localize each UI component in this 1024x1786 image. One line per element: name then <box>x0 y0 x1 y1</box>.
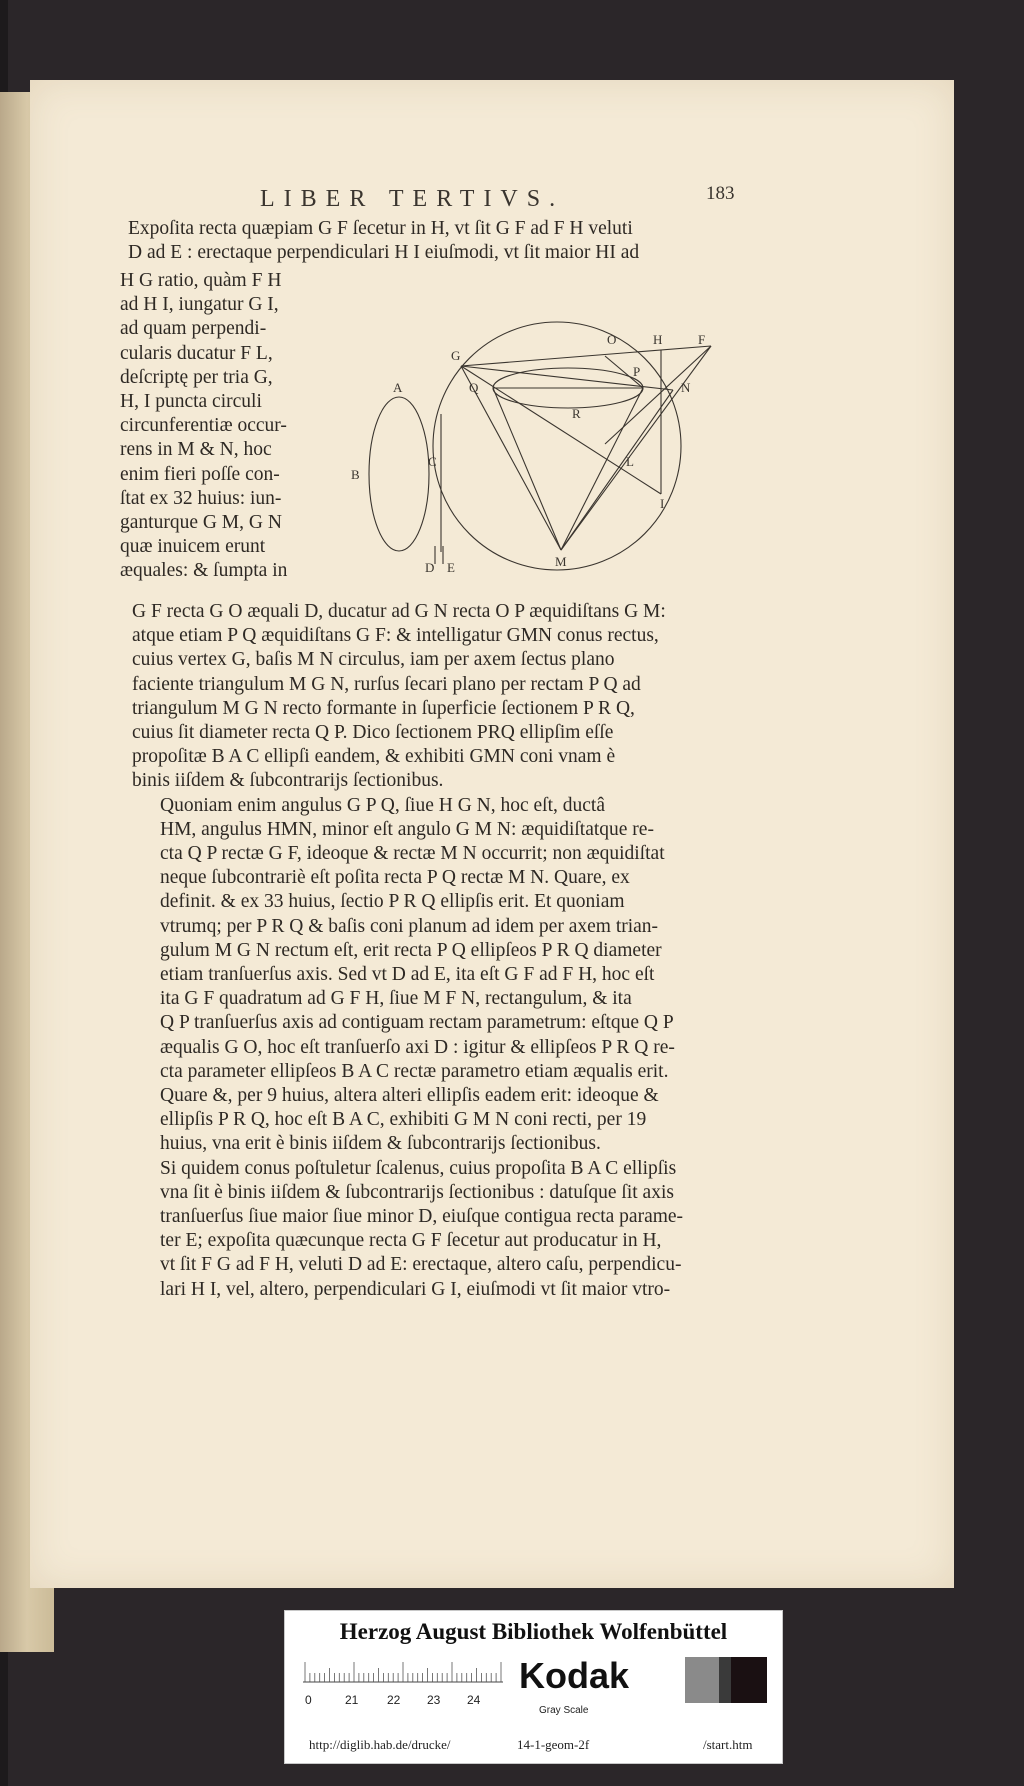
geometry-figure <box>343 294 718 580</box>
url-identifier: 14-1-geom-2f <box>517 1737 590 1752</box>
running-title: LIBER TERTIVS. <box>260 186 565 212</box>
text-line: Quare &, per 9 huius, altera alteri ellipſis eadem erit: ideoque & <box>160 1085 659 1107</box>
text-line: enim fieri poſſe con- <box>120 463 280 485</box>
label-f: F <box>698 332 706 347</box>
text-line: ellipſis P R Q, hoc eſt B A C, exhibiti G M N coni recti, per 19 <box>160 1109 647 1131</box>
text-line: deſcriptę per tria G, <box>120 366 273 388</box>
text-line: huius, vna erit è binis iiſdem & ſubcontrarijs ſectionibus. <box>160 1133 601 1155</box>
label-b: B <box>351 467 360 482</box>
text-line: G F recta G O æquali D, ducatur ad G N recta O P æquidiſtans G M: <box>132 601 666 622</box>
text-line: binis iiſdem & ſubcontrarijs ſectionibus. <box>132 770 444 792</box>
label-i: I <box>660 496 665 511</box>
label-r: R <box>572 406 581 421</box>
text-line: gulum M G N rectum eſt, erit recta P Q ellipſeos P R Q diameter <box>160 939 662 961</box>
text-line: Expoſita recta quæpiam G F ſecetur in H, vt ſit G F ad F H veluti <box>128 218 633 239</box>
text-line: circunferentiæ occur- <box>120 415 287 437</box>
kodak-logo: Kodak <box>519 1655 630 1696</box>
text-line: propoſitæ B A C ellipſi eandem, & exhibiti GMN coni vnam è <box>132 746 616 768</box>
text-line: cuius ſit diameter recta Q P. Dico ſectionem PRQ ellipſim eſſe <box>132 722 614 744</box>
cone-section-diagram <box>343 294 718 580</box>
text-line: Q P tranſuerſus axis ad contiguam rectam parametrum: eſtque Q P <box>160 1012 674 1034</box>
url-base: http://diglib.hab.de/drucke/ <box>309 1737 451 1752</box>
ruler-number: 0 <box>305 1693 312 1707</box>
circle-gmn <box>433 322 681 570</box>
text-line: H G ratio, quàm F H <box>120 270 282 291</box>
text-line: triangulum M G N recto formante in ſuperficie ſectionem P R Q, <box>132 697 635 719</box>
label-p: P <box>633 364 641 379</box>
label-c: C <box>428 454 437 469</box>
text-line: vna ſit è binis iiſdem & ſubcontrarijs ſectionibus : datuſque ſit axis <box>160 1181 674 1203</box>
text-line: cularis ducatur F L, <box>120 342 273 364</box>
text-line: D ad E : erectaque perpendiculari H I eiuſmodi, vt ſit maior HI ad <box>128 242 640 264</box>
ruler-number: 22 <box>387 1693 401 1707</box>
text-line: faciente triangulum M G N, rurſus ſecari plano per rectam P Q ad <box>132 673 641 695</box>
text-line: cta Q P rectæ G F, ideoque & rectæ M N occurrit; non æquidiſtat <box>160 843 665 865</box>
label-e: E <box>447 560 455 575</box>
text-line: æqualis G O, hoc eſt tranſuerſo axi D : igitur & ellipſeos P R Q re- <box>160 1036 675 1058</box>
text-line: HM, angulus HMN, minor eſt angulo G M N: æquidiſtatque re- <box>160 818 654 840</box>
text-line: rens in M & N, hoc <box>120 439 272 461</box>
text-line: ſtat ex 32 huius: iun- <box>120 487 282 509</box>
text-line: æquales: & ſumpta in <box>120 560 288 582</box>
label-q: Q <box>469 380 479 395</box>
ruler-number: 23 <box>427 1693 441 1707</box>
ruler-number: 21 <box>345 1693 359 1707</box>
gray-swatch-mid <box>685 1657 719 1703</box>
gray-swatch-dark <box>719 1657 731 1703</box>
text-line: etiam tranſuerſus axis. Sed vt D ad E, ita eſt G F ad F H, hoc eſt <box>160 964 655 986</box>
text-line: vtrumq; per P R Q & baſis coni planum ad idem per axem trian- <box>160 915 659 937</box>
body-paragraph <box>132 794 744 1157</box>
text-line: ad quam perpendi- <box>120 318 267 340</box>
line-qm <box>493 388 561 550</box>
label-a: A <box>393 380 403 395</box>
text-line: tranſuerſus ſiue maior ſiue minor D, eiuſque contigua recta parame- <box>160 1206 684 1228</box>
text-line: atque etiam P Q æquidiſtans G F: & intelligatur GMN conus rectus, <box>132 625 659 647</box>
label-n: N <box>681 380 691 395</box>
paragraph-main <box>132 600 744 1302</box>
text-line: Quoniam enim angulus G P Q, ſiue H G N, hoc eſt, ductâ <box>160 794 605 816</box>
text-line: H, I puncta circuli <box>120 391 262 413</box>
body-paragraph <box>132 1157 744 1302</box>
ruler-scale <box>303 1661 503 1683</box>
line-gf <box>461 346 711 366</box>
label-h: H <box>653 332 663 347</box>
label-d: D <box>425 560 435 575</box>
label-l: L <box>626 454 634 469</box>
paragraph-top <box>128 217 744 265</box>
ellipse-bac <box>369 397 429 551</box>
text-line: neque ſubcontrariè eſt poſita recta P Q rectæ M N. Quare, ex <box>160 867 630 889</box>
text-line: ter E; expoſita quæcunque recta G F ſecetur aut producatur in H, <box>160 1230 662 1252</box>
text-line: cta parameter ellipſeos B A C rectæ parametro etiam æqualis erit. <box>160 1060 669 1082</box>
gray-swatch-black <box>731 1657 767 1703</box>
ruler-number: 24 <box>467 1693 481 1707</box>
text-line: lari H I, vel, altero, perpendiculari G I, eiuſmodi vt ſit maior vtro- <box>160 1278 671 1300</box>
text-line: Si quidem conus poſtuletur ſcalenus, cuius propoſita B A C ellipſis <box>160 1157 677 1179</box>
line-fl <box>605 346 711 444</box>
text-line: definit. & ex 33 huius, ſectio P R Q ellipſis erit. Et quoniam <box>160 891 625 913</box>
text-line: ad H I, iungatur G I, <box>120 294 279 316</box>
label-g: G <box>451 348 461 363</box>
text-line: ita G F quadratum ad G F H, ſiue M F N, rectangulum, & ita <box>160 988 632 1010</box>
gray-scale-label: Gray Scale <box>539 1705 589 1716</box>
label-o: O <box>607 332 617 347</box>
text-line: vt ſit F G ad F H, veluti D ad E: erectaque, altero caſu, perpendicu- <box>160 1254 682 1276</box>
text-line: quæ inuicem erunt <box>120 536 266 558</box>
page-number: 183 <box>706 183 735 204</box>
text-line: cuius vertex G, baſis M N circulus, iam per axem ſectus plano <box>132 649 615 671</box>
library-color-card <box>284 1610 783 1764</box>
text-line: ganturque G M, G N <box>120 512 282 534</box>
label-m: M <box>555 554 567 569</box>
body-paragraph <box>132 600 744 794</box>
library-name: Herzog August Bibliothek Wolfenbüttel <box>339 1619 728 1644</box>
url-start: /start.htm <box>703 1737 753 1752</box>
paragraph-column <box>120 269 334 584</box>
